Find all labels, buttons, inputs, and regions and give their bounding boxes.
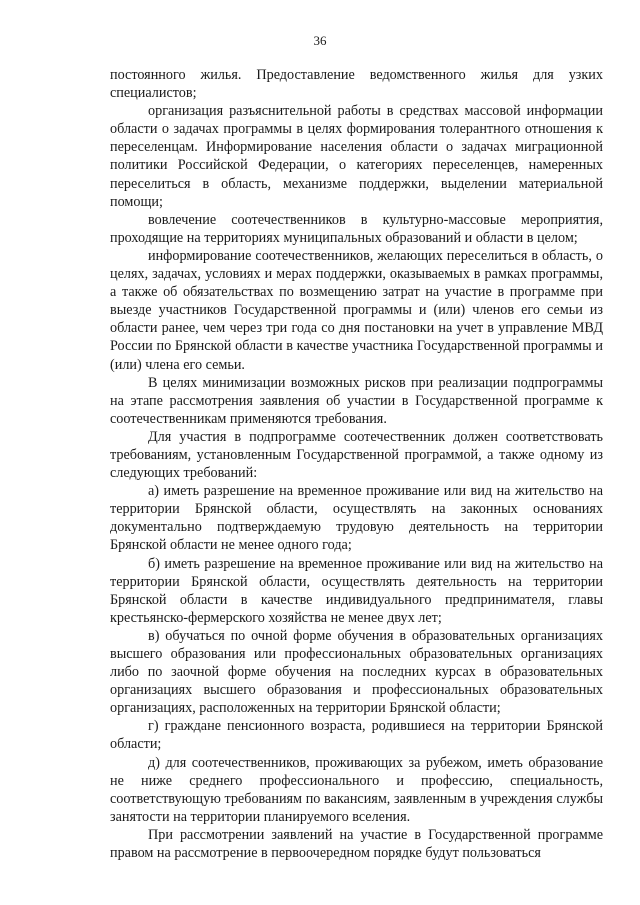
body-text (110, 66, 603, 862)
list-item-a: а) иметь разрешение на временное проживание или вид на жительство на территории Брянской области, осуществлять на законных основаниях документально подтверждаемую трудовую деятельность на территории Брянской области не менее одного года; (110, 483, 603, 554)
paragraph-participation-requirements: Для участия в подпрограмме соотечественник должен соответствовать требованиям, установленным Государственной программой, а также одному из следующих требований: (110, 428, 603, 482)
paragraph-risk-minimization: В целях минимизации возможных рисков при реализации подпрограммы на этапе рассмотрения заявления об участии в Государственной программе к соотечественникам применяются требования. (110, 374, 603, 427)
paragraph-media-outreach: организация разъяснительной работы в средствах массовой информации области о задачах программы в целях формирования толерантного отношения к переселенцам. Информирование населения области о задачах миграционной политики Российской Федерации, о категориях переселенцев, намеренных переселиться в область, механизме поддержки, выделении материальной помощи; (110, 103, 603, 210)
page-number: 36 (313, 33, 327, 48)
paragraph-informing-compatriots: информирование соотечественников, желающих переселиться в область, о целях, задачах, условиях и мерах поддержки, оказываемых в рамках программы, а также об обязательствах по возмещению затрат на участие в программе при выезде участников Государственной программы и (или) членов его семьи из области ранее, чем через три года со дня постановки на учет в управление МВД России по Брянской области в качестве участника Государственной программы и (или) члена его семьи. (110, 247, 603, 373)
list-item-v: в) обучаться по очной форме обучения в образовательных организациях высшего образования или профессиональных образовательных организациях либо по заочной форме обучения на последних курсах в образовательных организациях высшего образования и профессиональных образовательных организациях, расположенных на территории Брянской области; (110, 627, 603, 717)
paragraph-housing: постоянного жилья. Предоставление ведомственного жилья для узких специалистов; (110, 67, 603, 102)
paragraph-cultural-events: вовлечение соотечественников в культурно-массовые мероприятия, проходящие на территориях муниципальных образований и области в целом; (110, 211, 603, 246)
list-item-g: г) граждане пенсионного возраста, родившиеся на территории Брянской области; (110, 718, 603, 753)
list-item-b: б) иметь разрешение на временное проживание или вид на жительство на территории Брянской области, осуществлять деятельность на территории Брянской области в качестве индивидуального предпринимателя, главы крестьянско-фермерского хозяйства не менее двух лет; (110, 555, 603, 626)
paragraph-priority-consideration: При рассмотрении заявлений на участие в Государственной программе правом на рассмотрение в первоочередном порядке будут пользоваться (110, 826, 603, 862)
list-item-d: д) для соотечественников, проживающих за рубежом, иметь образование не ниже среднего профессионального и профессию, специальность, соответствующую требованиям по вакансиям, заявленным в учреждения службы занятости на территории планируемого вселения. (110, 754, 603, 825)
